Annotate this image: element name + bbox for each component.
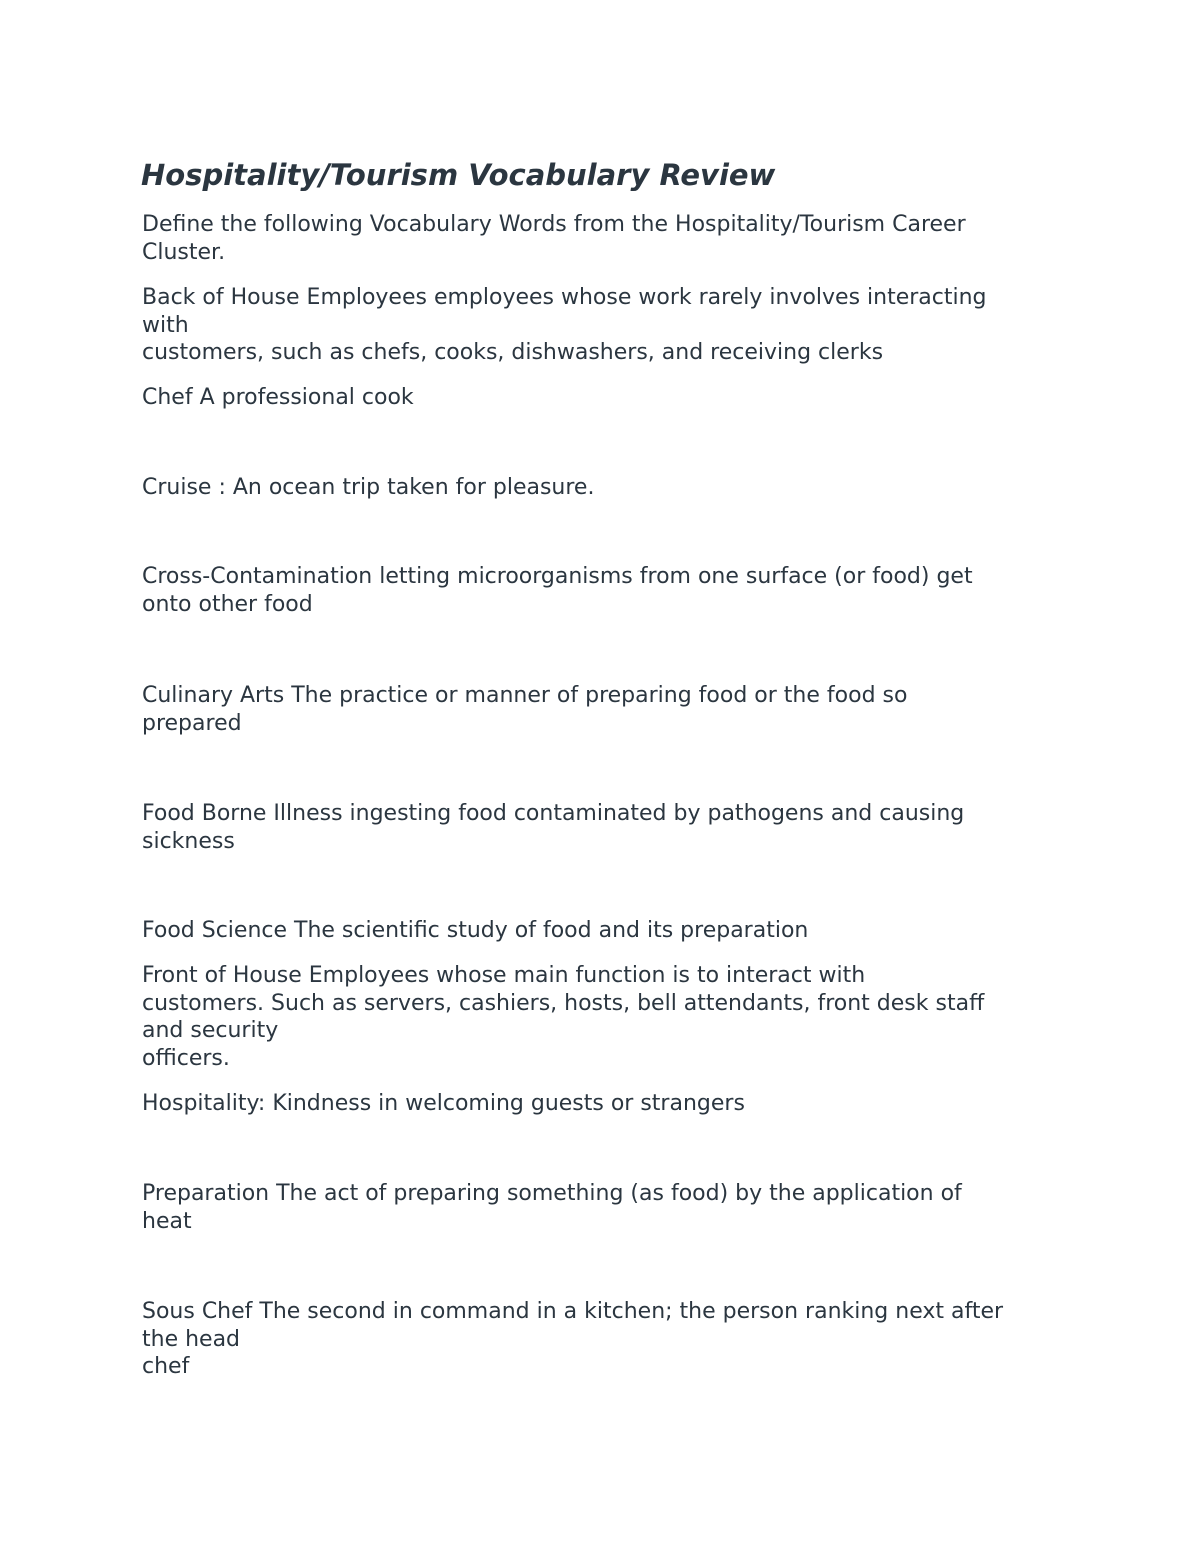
text-line: Back of House Employees employees whose work rarely involves interacting: [142, 285, 987, 310]
text-line: Hospitality: Kindness in welcoming guests or strangers: [142, 1091, 745, 1116]
text-line: Front of House Employees whose main function is to interact with: [142, 963, 866, 988]
text-line: Food Science The scientific study of food and its preparation: [142, 918, 809, 943]
text-line: Cluster.: [142, 239, 226, 265]
vocab-entry-food-borne-illness: [142, 800, 964, 855]
vocab-entry-back-of-house: [142, 284, 987, 367]
text-line: officers.: [142, 1045, 230, 1071]
text-line: Define the following Vocabulary Words from the Hospitality/Tourism Career: [142, 212, 966, 237]
page-title: Hospitality/Tourism Vocabulary Review: [141, 158, 776, 192]
text-line: Preparation The act of preparing something (as food) by the application of: [142, 1181, 962, 1206]
vocab-entry-chef: [142, 384, 414, 412]
text-line: sickness: [142, 828, 235, 854]
text-line: customers. Such as servers, cashiers, hosts, bell attendants, front desk staff: [142, 990, 985, 1016]
vocab-entry-preparation: [142, 1180, 962, 1235]
vocab-entry-food-science: [142, 917, 808, 945]
text-line: Culinary Arts The practice or manner of preparing food or the food so: [142, 683, 908, 708]
vocab-entry-cross-contamination: [142, 563, 973, 618]
vocab-entry-sous-chef: [142, 1298, 1003, 1381]
text-line: customers, such as chefs, cooks, dishwashers, and receiving clerks: [142, 340, 884, 365]
text-line: chef: [142, 1354, 190, 1379]
vocab-entry-cruise: [142, 474, 594, 502]
text-line: Cruise : An ocean trip taken for pleasure.: [142, 475, 595, 500]
text-line: Cross-Contamination letting microorganisms from one surface (or food) get: [142, 564, 973, 589]
text-line: and security: [142, 1018, 279, 1043]
vocab-entry-culinary-arts: [142, 682, 907, 737]
text-line: heat: [142, 1208, 192, 1234]
text-line: Sous Chef The second in command in a kitchen; the person ranking next after: [142, 1299, 1004, 1324]
text-line: Chef A professional cook: [142, 385, 414, 410]
text-line: Food Borne Illness ingesting food contaminated by pathogens and causing: [142, 801, 965, 826]
text-line: with: [142, 312, 189, 338]
vocab-entry-front-of-house: [142, 962, 984, 1072]
text-line: prepared: [142, 710, 242, 736]
text-line: onto other food: [142, 591, 313, 617]
vocab-entry-hospitality: [142, 1090, 745, 1118]
instructions-paragraph: [142, 211, 966, 266]
text-line: the head: [142, 1326, 241, 1352]
